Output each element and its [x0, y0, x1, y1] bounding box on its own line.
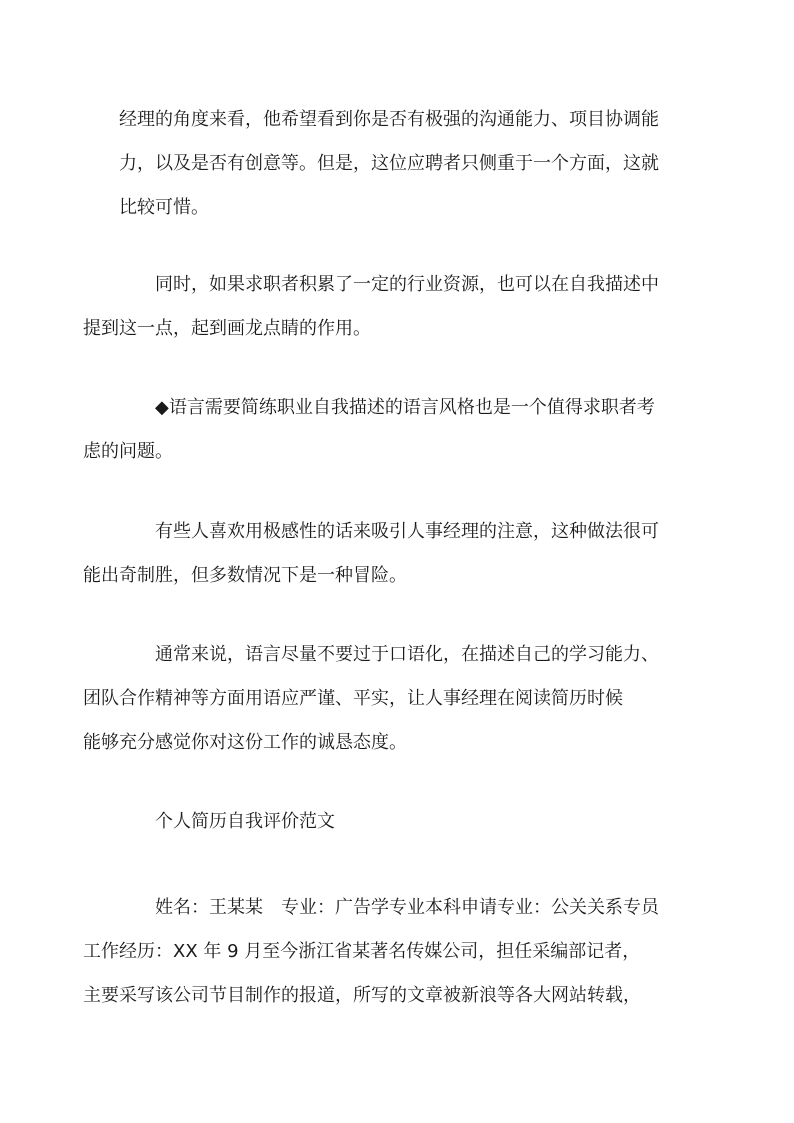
name-field: 姓名：王某某 [155, 897, 263, 918]
text-line: 工作经历：XX 年 9 月至今浙江省某著名传媒公司，担任采编部记者， [83, 941, 641, 962]
heading-text: 个人简历自我评价范文 [155, 811, 335, 832]
text-line: 主要采写该公司节目制作的报道，所写的文章被新浪等各大网站转载， [83, 985, 641, 1006]
text-line: 能够充分感觉你对这份工作的诚恳态度。 [83, 732, 407, 753]
text-line: 通常来说，语言尽量不要过于口语化，在描述自己的学习能力、 [155, 644, 659, 665]
text-line: 虑的问题。 [83, 441, 173, 462]
text-line: 经理的角度来看，他希望看到你是否有极强的沟通能力、项目协调能 [119, 109, 659, 130]
section-heading-resume-self-evaluation [119, 800, 679, 844]
paragraph-profile [83, 886, 679, 1018]
text-line: 力，以及是否有创意等。但是，这位应聘者只侧重于一个方面，这就 [119, 153, 659, 174]
text-line: 团队合作精神等方面用语应严谨、平实，让人事经理在阅读简历时候 [83, 688, 623, 709]
paragraph-emotional-language [83, 510, 679, 598]
text-line: ◆语言需要简练职业自我描述的语言风格也是一个值得求职者考 [155, 397, 655, 418]
text-line: 提到这一点，起到画龙点睛的作用。 [83, 318, 371, 339]
text-line: 有些人喜欢用极感性的话来吸引人事经理的注意，这种做法很可 [155, 521, 659, 542]
paragraph-language-concise [83, 386, 679, 474]
profile-first-line [119, 886, 679, 930]
text-line: 能出奇制胜，但多数情况下是一种冒险。 [83, 565, 407, 586]
text-line: 比较可惜。 [119, 197, 209, 218]
paragraph-hr-perspective [119, 98, 679, 230]
text-line: 同时，如果求职者积累了一定的行业资源，也可以在自我描述中 [155, 274, 659, 295]
major-field: 专业：广告学专业本科申请专业：公关关系专员 [281, 897, 659, 918]
paragraph-industry-resources [83, 263, 679, 351]
paragraph-avoid-colloquial [83, 633, 679, 765]
